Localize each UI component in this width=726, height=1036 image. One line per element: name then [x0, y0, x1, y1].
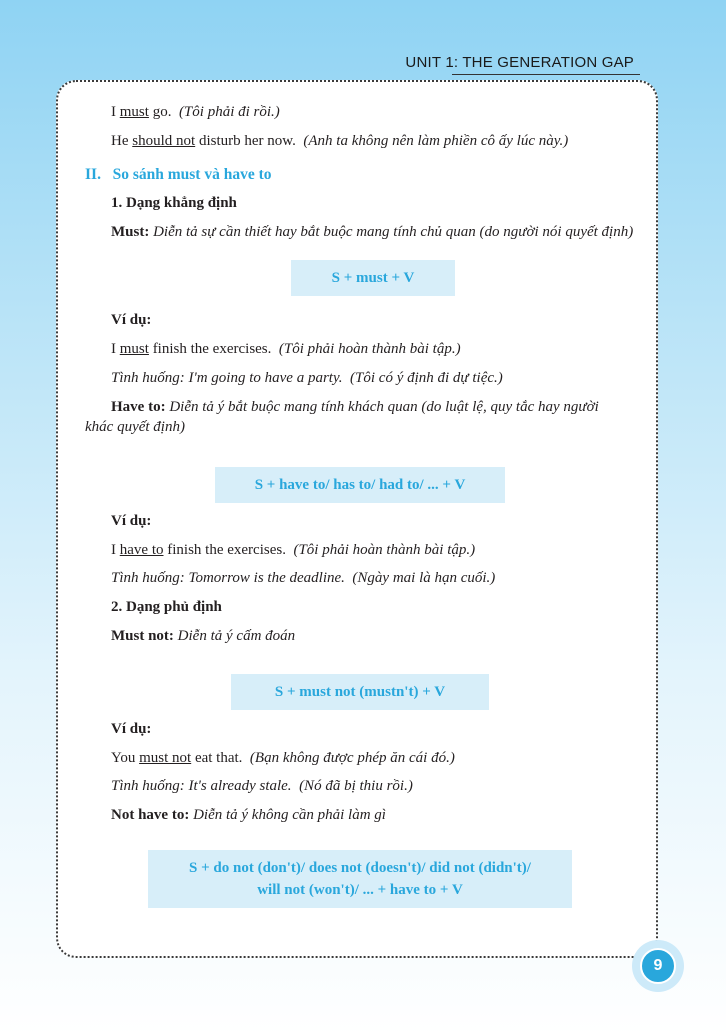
example-must-not-eat: You must not eat that. (Bạn không được phép ăn cái đó.)	[111, 750, 455, 766]
example-have-to-finish: I have to finish the exercises. (Tôi phải hoàn thành bài tập.)	[111, 542, 476, 558]
must-not-formula-box: S + must not (mustn't) + V	[231, 674, 489, 710]
have-to-formula-box: S + have to/ has to/ had to/ ... + V	[215, 467, 505, 503]
situation-deadline: Tình huống: Tomorrow is the deadline. (Ngày mai là hạn cuối.)	[111, 570, 496, 586]
negative-heading: 2. Dạng phủ định	[111, 599, 222, 615]
must-definition: Must: Diễn tả sự cần thiết hay bắt buộc mang tính chủ quan (do người nói quyết định)	[111, 224, 634, 240]
not-have-to-formula-box: S + do not (don't)/ does not (doesn't)/ did not (didn't)/ will not (won't)/ ... + have to + V	[148, 850, 572, 908]
page-number-badge	[632, 940, 684, 992]
have-to-definition: Have to: Diễn tả ý bắt buộc mang tính khách quan (do luật lệ, quy tắc hay người	[111, 399, 599, 415]
situation-party: Tình huống: I'm going to have a party. (Tôi có ý định đi dự tiệc.)	[111, 370, 503, 386]
unit-header: UNIT 1: THE GENERATION GAP	[405, 54, 634, 71]
situation-stale: Tình huống: It's already stale. (Nó đã bị thiu rồi.)	[111, 778, 413, 794]
page-number: 9	[640, 948, 676, 984]
example-should-not: He should not disturb her now. (Anh ta không nên làm phiền cô ấy lúc này.)	[111, 133, 569, 149]
example-must-go: I must go. (Tôi phải đi rồi.)	[111, 104, 280, 120]
must-formula-box: S + must + V	[291, 260, 455, 296]
have-to-definition-cont: khác quyết định)	[85, 419, 185, 435]
section-heading: II. So sánh must và have to	[85, 166, 272, 183]
header-rule	[452, 74, 640, 75]
example-label: Ví dụ:	[111, 312, 152, 328]
content-card	[56, 80, 658, 958]
example-must-finish: I must finish the exercises. (Tôi phải hoàn thành bài tập.)	[111, 341, 461, 357]
example-label-2: Ví dụ:	[111, 513, 152, 529]
affirmative-heading: 1. Dạng khẳng định	[111, 195, 237, 211]
not-have-to-definition: Not have to: Diễn tả ý không cần phải làm gì	[111, 807, 386, 823]
example-label-3: Ví dụ:	[111, 721, 152, 737]
must-not-definition: Must not: Diễn tả ý cấm đoán	[111, 628, 296, 644]
